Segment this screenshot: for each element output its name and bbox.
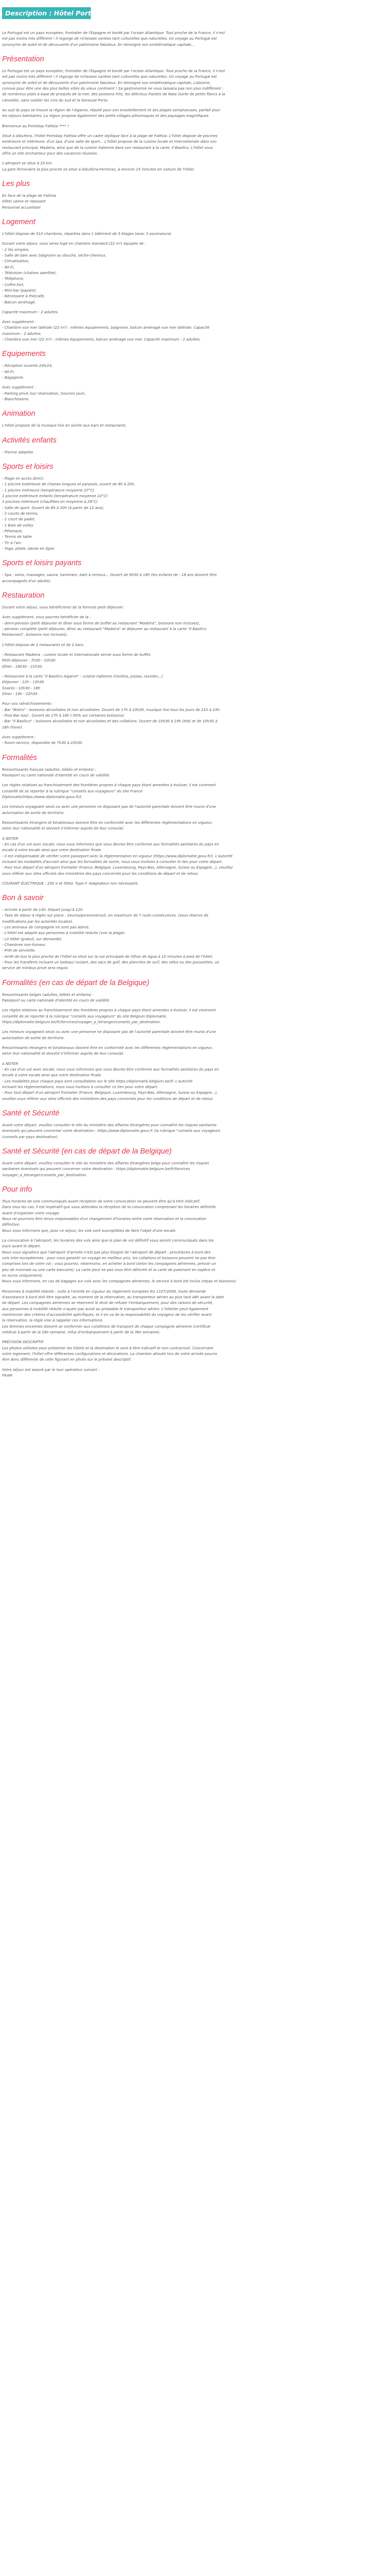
text-line: accompagnés d'un adulte).	[2, 579, 52, 583]
text-line: - Yoga, pilate, danse en ligne	[2, 547, 55, 551]
text-line: - Piscine adaptée.	[2, 450, 35, 454]
section-heading: Equipements	[2, 350, 46, 359]
text-line	[2, 638, 389, 642]
text-line: définitive.	[2, 1223, 21, 1227]
text-line: - Pétanque,	[2, 529, 23, 534]
text-line: /voyager_a_letranger/conseils_par_destination.	[2, 1173, 87, 1177]
section-heading: Restauration	[2, 591, 45, 600]
text-line: Dîner : 18h30 - 21h30.	[2, 664, 43, 669]
section-1	[2, 48, 389, 173]
text-line	[2, 800, 389, 804]
text-line: être donc différente de celle figurant en photo sur le présent descriptif.	[2, 1358, 132, 1362]
text-line: autorisation de sortie de territoire.	[2, 1036, 65, 1040]
text-line: - Pour tout départ d'un aéroport frontalier (France, Belgique, Luxembourg, Pays-Bas, Allemagne, Suisse ou Espagne...),	[2, 1091, 218, 1095]
text-line	[2, 611, 389, 615]
text-line: Capacité maximum : 2 adultes.	[2, 310, 59, 314]
text-line	[2, 381, 389, 385]
text-line: - Blanchisserie.	[2, 397, 30, 402]
text-line: peu de monnaie ou une carte bancaire). La carte peut ne pas vous être délivrée et la carte de paiement en espèce et	[2, 1267, 216, 1272]
text-line: maximum : 2 adultes.	[2, 331, 42, 336]
text-line	[2, 157, 389, 161]
text-line: selon leur nationalité et doivent s'informer auprès de leur consulat.	[2, 1052, 124, 1056]
section-text	[2, 767, 389, 887]
text-line: - En cas d'un vol avec escale, nous vous informons que vous devrez être conforme aux formalités sanitaires du pays en	[2, 1067, 219, 1072]
text-line: 2 piscines intérieure (chauffées en moyenne à 28°C)	[2, 500, 98, 504]
text-line: veuillez vous référer aux sites officiels des ministères des pays concernés pour les conditions de départ et de retour.	[2, 1096, 214, 1101]
text-line: sanitaires éventuels qui peuvent concerner votre destination : https://diplomatie.belgium.be/fr/Services	[2, 1167, 190, 1172]
text-line: Personnes à mobilité réduite : suite à l'entrée en vigueur du règlement européen EU 1107/2006, toute demande	[2, 1289, 206, 1294]
section-12	[2, 972, 389, 1102]
section-heading: Présentation	[2, 55, 44, 63]
text-line: - Bar "Il Basilico" : boissons alcoolisées et non alcoolisées et des collations. Ouvert de 10h30 à 19h (été) et de 10h30 à	[2, 719, 218, 724]
text-line: Ressortissants étrangers et binationaux doivent être en conformité avec les différentes réglementations en vigueur,	[2, 820, 213, 825]
text-line: la réservation, la règle vise à rappeler ces informations.	[2, 1318, 104, 1323]
section-8	[2, 552, 389, 584]
section-15	[2, 1178, 389, 1379]
text-line: - Chambre vue mer (22 m²) : mêmes équipements, balcon aménagé vue mer. Capacité maximum : 2 adultes.	[2, 337, 201, 342]
text-line: - Pool Bar Azul : Ouvert de 17h à 18h (-50% sur certaines boissons).	[2, 713, 125, 718]
text-line: Avec supplément :	[2, 385, 36, 390]
section-heading: Sports et loisirs payants	[2, 559, 82, 568]
text-line: restaurant principal, Madeira, ainsi que de la cuisine italienne dans son restaurant à la carte, Il Basilico. L'hôtel vous	[2, 145, 213, 150]
text-line: - Lit bébé (gratuit, sur demande).	[2, 937, 63, 941]
text-line: Ressortissants belges (adultes, bébés et enfants) :	[2, 992, 94, 997]
text-line: - Pour les transferts incluant un bateau/ roulant, des sacs de golf, des planches de surf, des vélos ou des poussettes, un	[2, 960, 220, 965]
text-line: conseillé de se reporter à la rubrique "conseils aux voyageurs" du site Belgium Diplomatie,	[2, 1014, 167, 1019]
text-line: Les photos utilisées pour présenter les hôtels et la destination le sont à titre indicatif et non contractuel. Concernant	[2, 1346, 214, 1350]
text-line: cannelle), sans oublier les vins du sud et la fameuse Porto.	[2, 98, 109, 103]
text-line: L'hôtel dispose de 2 restaurants et de 2 bars.	[2, 642, 85, 647]
text-line: incluant les modalités d'accueil ainsi que les formalités de sortie, nous vous invitons à consulter le lien pour votre départ.	[2, 859, 223, 864]
text-line: jours avant le départ.	[2, 1244, 41, 1249]
text-line: L'hôtel dispose de 310 chambres, réparties dans 1 bâtiment de 5 étages (avec 3 ascenseurs).	[2, 231, 172, 236]
text-line: - Prêt de serviette.	[2, 948, 36, 953]
section-heading: Activités enfants	[2, 436, 57, 445]
section-text	[2, 572, 389, 584]
text-line	[2, 1041, 389, 1045]
text-line: Dîner : 19h - 22h30.	[2, 691, 39, 696]
text-line: est pas moins très différent ! Il regorge de richesses variées tant culturelles que naturelles. Un voyage au Portugal est	[2, 75, 217, 79]
text-line	[2, 832, 389, 836]
section-11	[2, 887, 389, 972]
text-line: - Salle de sport. Ouvert de 8h à 20h (à partir de 12 ans),	[2, 505, 104, 510]
text-line: - Chambre vue mer latérale (22 m²) : mêmes équipements, baignoire, balcon aménagé vue mer latérale. Capacité	[2, 326, 209, 330]
text-line: - Parking privé (sur réservation, Sources jour),	[2, 391, 86, 396]
text-line: comprises lors de votre vol ; vous pourrez, néanmoins, en acheter à bord (selon les compagnies aériennes, prévoir un	[2, 1262, 217, 1266]
text-line: - En cas d'un vol avec escale, nous vous informons que vous devrez être conforme aux formalités sanitaires du pays en	[2, 842, 219, 846]
text-line	[2, 104, 389, 108]
text-line: Les règles relatives au franchissement des frontières propres à chaque pays étant amenées à évoluer, il est vivement	[2, 1008, 216, 1013]
text-line	[2, 1057, 389, 1061]
section-7	[2, 455, 389, 552]
text-line	[2, 697, 389, 701]
text-line: Nous ne pourrons être tenus responsables d'un changement d'horaires entre votre réservation et la convocation	[2, 1216, 206, 1221]
section-heading: Santé et Sécurité (en cas de départ de la Belgique)	[2, 1147, 172, 1156]
section-text	[2, 423, 389, 429]
text-line: selon leur nationalité et doivent s'informer auprès de leur consulat.	[2, 826, 124, 831]
text-line: - 1 piscine intérieure (température moyenne 27°C)	[2, 488, 94, 493]
text-line: Nous vous informons que, pour ce séjour, les vols sont susceptibles de faire l'objet d'une escale.	[2, 1228, 177, 1233]
text-line	[2, 816, 389, 820]
section-heading: Santé et Sécurité	[2, 1109, 60, 1118]
text-line: connue pour être une des plus belles villes du vieux continent ! Sa gastronomie ne vous laissera pas non plus indifférent :	[2, 86, 224, 91]
text-line: Votre séjour est assuré par le tour opérateur suivant :	[2, 1367, 100, 1372]
section-heading: Formalités	[2, 753, 37, 762]
text-line: - demi-pension (petit déjeuner et dîner sous forme de buffet au restaurant "Madeira", boissons non incluses),	[2, 621, 200, 625]
text-line: - Les animaux de compagnie ne sont pas admis.	[2, 925, 90, 930]
text-line: les séjours balnéaires. La région propose également des petits villages pittoresques et des paysages magnifiques.	[2, 114, 210, 118]
text-line: médical à partir de la 28e semaine, refus d'embarquement à partir de la 36e semaine).	[2, 1330, 161, 1334]
section-13	[2, 1102, 389, 1140]
section-text	[2, 69, 389, 173]
text-line: synonyme de soleil et de découverte d'un patrimoine fabuleux. En témoigne son emblématique capitale, Lisbonne,	[2, 80, 211, 85]
text-line: - Room-service, disponible de 7h30 à 22h30.	[2, 741, 84, 745]
text-line: - Arrêt de bus le plus proche de l'hôtel se situe sur la rue principale de Olhos de Água à 10 minutes à pied de l'hôtel.	[2, 954, 214, 959]
section-4	[2, 343, 389, 402]
text-line: de nombreux plats à base de produits de la mer, des poissons frits, les délicieux Pastéis de Nata (sorte de petits flancs à la	[2, 92, 225, 97]
text-line: - 1 court de padel,	[2, 517, 36, 522]
text-line: modifications par les autorités locales).	[2, 919, 74, 924]
section-heading: Pour info	[2, 1185, 32, 1194]
text-line: Personnel accueillant	[2, 205, 41, 210]
section-text	[2, 30, 389, 48]
text-line: Hôtel calme et reposant	[2, 199, 46, 204]
text-line: - Pour tout départ d'un aéroport frontalier (France, Belgique, Luxembourg, Pays-Bas, Allemagne, Suisse ou Espagne...), veuillez	[2, 866, 233, 870]
text-line: Avec supplément :	[2, 320, 36, 325]
text-line: https://diplomatie.belgium.be/fr/Services/voyager_a_letranger/conseils_par_destination.	[2, 1020, 161, 1025]
section-text	[2, 605, 389, 747]
page-title: Description : Hôtel Portobay Falésia ****	[2, 7, 91, 19]
text-line: Ressortissants étrangers et binationaux doivent être en conformité avec les différentes réglementations en vigueur,	[2, 1046, 213, 1050]
text-line: avant d'organiser votre voyage.	[2, 1211, 60, 1215]
text-line: - pension complète (petit déjeuner, dîner au restaurant "Madeira" et déjeuner au restaurant à la carte "Il Basilico	[2, 627, 207, 631]
section-14	[2, 1140, 389, 1178]
text-line: - Plage en accès direct,	[2, 477, 44, 481]
text-line: Petit-déjeuner : 7h30 - 10h30	[2, 658, 56, 663]
text-line: Les femmes enceintes doivent se conformer aux conditions de transport de chaque compagnie aérienne (certificat	[2, 1324, 210, 1329]
text-line: Le Portugal est un pays européen, frontalier de l'Espagne et bordé par l'océan Atlantique. Tout proche de la France, il n'est	[2, 69, 225, 73]
section-0	[2, 30, 389, 48]
section-9	[2, 584, 389, 747]
text-line: - Salle de bain avec baignoire ou douche, sèche-cheveux,	[2, 253, 107, 258]
text-line: Les mineurs voyageant seuls ou avec une personne ne disposant pas de l'autorité parentale doivent être munis d'une	[2, 805, 216, 809]
text-line: en euros uniquement).	[2, 1273, 44, 1278]
description-body	[2, 30, 389, 1379]
text-line: - Bagagerie.	[2, 376, 24, 380]
section-text	[2, 907, 389, 972]
text-line: - Restaurant Madeira : cuisine locale et internationale servie sous forme de buffet.	[2, 652, 152, 657]
text-line	[2, 1335, 389, 1340]
text-line: Avant votre départ, veuillez consulter le site du ministère des Affaires étrangères pour connaître les risques sanitaires	[2, 1123, 217, 1128]
text-line: escale à votre escale ainsi que votre destination finale.	[2, 1073, 102, 1078]
text-line: - 1 Baie de volley	[2, 523, 34, 528]
text-line: 1 piscine extérieure enfants (température moyenne 22°C)	[2, 494, 108, 499]
text-line: - Tir à l'arc	[2, 540, 22, 545]
text-line: COURANT ÉLECTRIQUE : 230 V et 50Hz. Type F. Adaptateur non nécessaire.	[2, 881, 139, 886]
text-line: L'aéroport se situe à 33 km.	[2, 161, 53, 166]
text-line: A NOTER	[2, 836, 19, 841]
text-line: - 2 courts de tennis,	[2, 512, 39, 516]
text-line: Bienvenue au Portobay Falésia **** !	[2, 124, 69, 128]
text-line: - 1 piscine extérieure de chaises longues et parasols, ouvert de 8h à 20h,	[2, 482, 136, 487]
text-line	[2, 129, 389, 133]
section-heading: Animation	[2, 410, 36, 418]
section-10	[2, 747, 389, 887]
text-line: - Bar "Bistro" : boissons alcoolisées et non alcoolisées. Ouvert de 17h à 23h30, musique live tous les jours de 21h à 23h.	[2, 707, 221, 712]
text-line: - Réception ouverte 24h/24,	[2, 364, 53, 368]
text-line: - Restaurant à la carte "Il Basilico Algarve" : cuisine italienne (risottos, pizzas, ravioles...)	[2, 674, 163, 679]
section-text	[2, 231, 389, 343]
text-line: Le Portugal est un pays européen, frontalier de l'Espagne et bordé par l'océan Atlantique. Tout proche de la France, il n'est	[2, 31, 225, 35]
text-line: - Balcon aménagé.	[2, 300, 36, 304]
section-text	[2, 363, 389, 402]
text-line: Avec supplément, vous pourrez bénéficier de la :	[2, 615, 91, 620]
text-line: 18h (hiver).	[2, 725, 23, 730]
text-line: Au sud du pays se trouve la région de l'Algarve, réputé pour son ensoleillement et ses plages somptueuses, parfait pour	[2, 108, 220, 112]
text-line: - Taxe de séjour à régler sur place : 2euros/personne/nuit, en maximum de 7 nuits consécutives. (sous réserve de	[2, 913, 208, 918]
text-line	[2, 648, 389, 652]
text-line: Tous horaires de vols communiqués avant réception de votre convocation ne peuvent être qu'à titre indicatif.	[2, 1199, 201, 1204]
text-line: L'hôtel propose de la musique live en soirée aux bars et restaurants.	[2, 423, 127, 428]
text-line: offre un site enchanteur pour des vacances réussies.	[2, 151, 99, 156]
text-line: escale à votre escale ainsi que votre destination finale.	[2, 848, 102, 853]
text-line: - Climatisation,	[2, 259, 29, 264]
section-5	[2, 402, 389, 429]
text-line: - Coffre-fort,	[2, 282, 25, 287]
text-line: - Nécessaire à thé/café,	[2, 294, 45, 299]
section-text	[2, 476, 389, 552]
text-line: - Wi-Fi,	[2, 369, 15, 374]
text-line: conseillé de se reporter à la rubrique "conseils aux voyageurs" du site France	[2, 789, 143, 793]
section-heading: Sports et loisirs	[2, 463, 54, 471]
text-line: Situé à Albufeira, l'hôtel Portobay Falésia offre un cadre idyllique face à la plage de Falésia. L'hôtel dispose de piscines	[2, 133, 218, 138]
text-line	[2, 1285, 389, 1289]
text-line: Avant votre départ, veuillez consulter le site du ministère des Affaires étrangères belge pour connaître les risques	[2, 1161, 209, 1165]
text-line	[2, 670, 389, 674]
text-line: La gare ferroviaire la plus proche se situe à Albufeira-Ferreiras, à environ 15 minutes en voiture de l'hôtel.	[2, 167, 195, 172]
text-line: - Télévision (chaînes satellite),	[2, 270, 57, 275]
text-line	[2, 1025, 389, 1029]
text-line: extérieure et intérieure, d'un spa, d'une salle de sport... L'hôtel propose de la cuisine locale et internationale dans son	[2, 140, 217, 144]
text-line: Ressortissants français (adultes, bébés et enfants) :	[2, 767, 96, 772]
section-text	[2, 1199, 389, 1379]
text-line: /conseils par pays destination).	[2, 1134, 59, 1139]
text-line	[2, 237, 389, 241]
section-text	[2, 193, 389, 211]
text-line: Nous vous signalons que l'aéroport d'arrivée n'est pas plus éloigné de l'aéroport de départ : procédures à bord des	[2, 1250, 211, 1255]
section-text	[2, 992, 389, 1102]
text-line: - Tennis de table	[2, 535, 32, 539]
text-line: - Arrivée à partir de 14h. Départ jusqu'à 12h.	[2, 908, 84, 912]
text-line: aux personnes à mobilité réduite n'ayant pas avisé au préalable le transporteur aérien. L'hôtelier peut également	[2, 1307, 208, 1311]
section-text	[2, 450, 389, 455]
text-line: incluant les réglementations, nous vous invitons à consulter ce lien pour votre départ.	[2, 1085, 158, 1090]
text-line: synonyme de soleil et de découverte d'un patrimoine fabuleux. En témoigne son emblématique capitale...	[2, 42, 195, 47]
text-line: PRÉCISION DESCRIPTIF	[2, 1340, 44, 1345]
text-line: service de minibus privé sera requis.	[2, 966, 69, 971]
text-line: de départ. Les compagnies aériennes se réservent le droit de refuser l'embarquement, pour des raisons de sécurité,	[2, 1301, 214, 1306]
text-line: La convocation à l'aéroport, les horaires des vols ainsi que le plan de vol définitif vous seront communiqués dans les	[2, 1238, 214, 1243]
text-line	[2, 731, 389, 735]
text-line: autorisation de sortie de territoire.	[2, 810, 65, 815]
text-line: vous référer aux sites officiels des ministères des pays concernés pour les conditions de départ et de retour.	[2, 871, 199, 876]
text-line: Snacks : 10h30 - 18h	[2, 686, 41, 690]
text-line: - Wi-Fi,	[2, 265, 15, 269]
text-line	[2, 120, 389, 124]
section-3	[2, 211, 389, 343]
text-line: - Spa : soins, massages, sauna, hammam, bain à remous... Ouvert de 9h30 à 18h (les enfants de - 18 ans doivent être	[2, 573, 217, 578]
section-heading: Bon à savoir	[2, 894, 44, 903]
text-line: vols inter-européennes : pour vous garantir un voyage en meilleur prix, les collations et boissons peuvent ne pas être	[2, 1256, 216, 1260]
text-line: - L'hôtel est adapté aux personnes à mobilité réduite (voir la plage).	[2, 931, 126, 936]
text-line	[2, 306, 389, 310]
text-line: - 2 lits simples,	[2, 247, 29, 252]
text-line: votre logement, l'hôtel offre différentes configurations et décorations. La chambre allouée lors de votre arrivée pourra	[2, 1351, 217, 1356]
text-line: Déjeuner : 12h - 15h30	[2, 680, 44, 685]
text-line: Les mineurs voyageant seuls ou avec une personne ne disposant pas de l'autorité parentale doivent être munis d'une	[2, 1030, 216, 1035]
text-line: Passeport ou carte nationale d'identité en cours de validité.	[2, 773, 110, 777]
text-line	[2, 778, 389, 783]
text-line: éventuels qui peuvent concerner votre destination : https://www.diplomatie.gouv.fr (la rubrique "conseils aux voyageurs	[2, 1129, 220, 1133]
text-line: - Les modalités pour chaque pays sont consultables sur le site https://diplomatie.belgium.be/fr. L'autorité	[2, 1079, 193, 1083]
text-line: mentionner des critères d'accessibilité spécifiques, et il en va de la responsabilité du voyageur de les vérifier avant	[2, 1312, 212, 1317]
text-line: En face de la plage de Falésia	[2, 193, 56, 198]
text-line	[2, 1363, 389, 1367]
text-line: Restaurant", boissons non incluses).	[2, 633, 68, 637]
text-line: Les règles relatives au franchissement des frontières propres à chaque pays étant amenées à évoluer, il est vivement	[2, 783, 216, 788]
text-line	[2, 315, 389, 319]
text-line: Durant votre séjour, vous serez logé en chambre standard (22 m²) équipée de :	[2, 242, 146, 246]
text-line: Dans tous les cas, il est impératif que vous attendiez la réception de la convocation comprenant les horaires définitifs	[2, 1205, 216, 1210]
text-line: FRAM	[2, 1373, 12, 1378]
text-line	[2, 1004, 389, 1008]
section-text	[2, 1123, 389, 1140]
text-line: Pour vos rafraîchissements :	[2, 702, 54, 706]
text-line: Diplomatie(https://www.diplomatie.gouv.fr/).	[2, 794, 83, 799]
text-line: est pas moins très différent ! Il regorge de richesses variées tant culturelles que naturelles. Un voyage au Portugal est	[2, 37, 217, 41]
section-heading: Les plus	[2, 179, 30, 188]
section-heading: Logement	[2, 217, 36, 226]
text-line: Nous vous informons, en cas de bagages sur vols avec les compagnies aériennes, le service à bord est inclus (repas et boissons).	[2, 1279, 237, 1284]
text-line	[2, 1234, 389, 1238]
text-line: - Il est indispensable de vérifier votre passeport avec la réglementation en vigueur (https://www.diplomatie.gouv.fr/). L'autorité	[2, 854, 233, 858]
section-2	[2, 173, 389, 211]
text-line: d'assistance à bord doit être signalée, au moment de la réservation, au transporteur aérien au plus tard 48h avant la date	[2, 1295, 224, 1299]
section-text	[2, 1161, 389, 1178]
text-line: - Chambres non-fumeur.	[2, 943, 46, 947]
text-line: A NOTER	[2, 1061, 19, 1066]
text-line: - Téléphone,	[2, 277, 24, 281]
text-line: Passeport ou carte nationale d'identité en cours de validité.	[2, 998, 110, 1003]
section-heading: Formalités (en cas de départ de la Belgique)	[2, 978, 150, 987]
section-6	[2, 429, 389, 455]
text-line: - Mini-bar (payant),	[2, 288, 37, 293]
text-line	[2, 877, 389, 881]
text-line: Durant votre séjour, vous bénéficierez de la formule petit déjeuner.	[2, 605, 124, 610]
text-line: Avec supplément :	[2, 735, 36, 739]
